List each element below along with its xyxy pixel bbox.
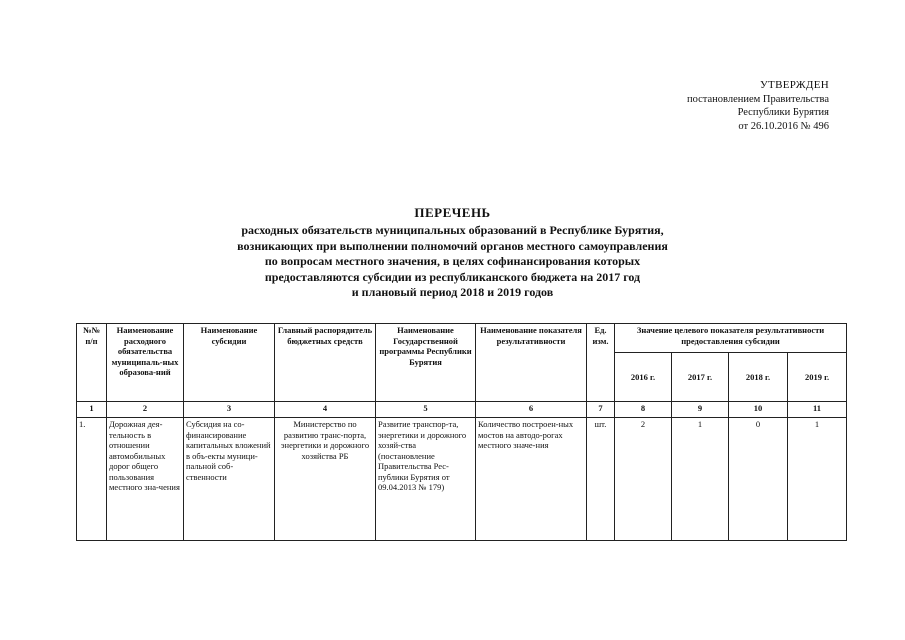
- row-unit: шт.: [587, 418, 615, 541]
- header-year-2018: 2018 г.: [729, 353, 788, 402]
- obligations-table: [76, 323, 847, 541]
- header-unit: Ед. изм.: [587, 324, 615, 402]
- column-number: 9: [672, 402, 729, 418]
- approval-block: [687, 79, 829, 133]
- column-number: 5: [376, 402, 476, 418]
- column-number: 2: [107, 402, 184, 418]
- header-row: [77, 324, 847, 353]
- column-number: 8: [615, 402, 672, 418]
- row-value-2019: 1: [788, 418, 847, 541]
- column-number: 1: [77, 402, 107, 418]
- header-program: Наименование Государственной программы Республики Бурятия: [376, 324, 476, 402]
- approval-line-1: постановлением Правительства: [686, 93, 829, 105]
- approval-line-3: от 26.10.2016 № 496: [738, 120, 829, 132]
- heading-line-3: по вопросам местного значения, в целях софинансирования которых: [264, 254, 641, 268]
- header-num: №№ п/п: [77, 324, 107, 402]
- header-obligation: Наименование расходного обязательства муниципаль-ных образова-ний: [107, 324, 184, 402]
- row-value-2016: 2: [615, 418, 672, 541]
- row-manager: Министерство по развитию транс-порта, энергетики и дорожного хозяйства РБ: [275, 418, 376, 541]
- column-number: 11: [788, 402, 847, 418]
- row-obligation: Дорожная дея-тельность в отношении автомобильных дорог общего пользования местного зна-чения: [107, 418, 184, 541]
- column-number: 7: [587, 402, 615, 418]
- header-year-2016: 2016 г.: [615, 353, 672, 402]
- heading-line-5: и плановый период 2018 и 2019 годов: [351, 285, 554, 299]
- column-number: 6: [476, 402, 587, 418]
- document-title: ПЕРЕЧЕНЬ: [414, 205, 491, 220]
- row-num: 1.: [77, 418, 107, 541]
- heading-line-2: возникающих при выполнении полномочий органов местного самоуправления: [237, 238, 668, 253]
- column-number: 10: [729, 402, 788, 418]
- column-number: 3: [184, 402, 275, 418]
- row-program: Развитие транспор-та, энергетики и дорожного хозяй-ства (постановление Правительства Рес-публики Бурятия от 09.04.2013 № 179): [376, 418, 476, 541]
- row-value-2018: 0: [729, 418, 788, 541]
- row-indicator: Количество построен-ных мостов на автодо-рогах местного значе-ния: [476, 418, 587, 541]
- document-heading: [0, 205, 905, 301]
- header-manager: Главный распорядитель бюджетных средств: [275, 324, 376, 402]
- table-row: [77, 418, 847, 541]
- approval-title: УТВЕРЖДЕН: [759, 79, 829, 91]
- header-target-value: Значение целевого показателя результативности предоставления субсидии: [615, 324, 847, 353]
- approval-line-2: Республики Бурятия: [737, 107, 829, 118]
- row-value-2017: 1: [672, 418, 729, 541]
- header-year-2019: 2019 г.: [788, 353, 847, 402]
- heading-line-4: предоставляются субсидии из республиканского бюджета на 2017 год: [264, 269, 641, 284]
- header-indicator: Наименование показателя результативности: [476, 324, 587, 402]
- column-number: 4: [275, 402, 376, 418]
- heading-line-1: расходных обязательств муниципальных образований в Республике Бурятия,: [241, 223, 664, 237]
- header-year-2017: 2017 г.: [672, 353, 729, 402]
- column-numbers-row: [77, 402, 847, 418]
- row-subsidy: Субсидия на со-финансирование капитальных вложений в объ-екты муници-пальной соб-ственности: [184, 418, 275, 541]
- header-subsidy: Наименование субсидии: [184, 324, 275, 402]
